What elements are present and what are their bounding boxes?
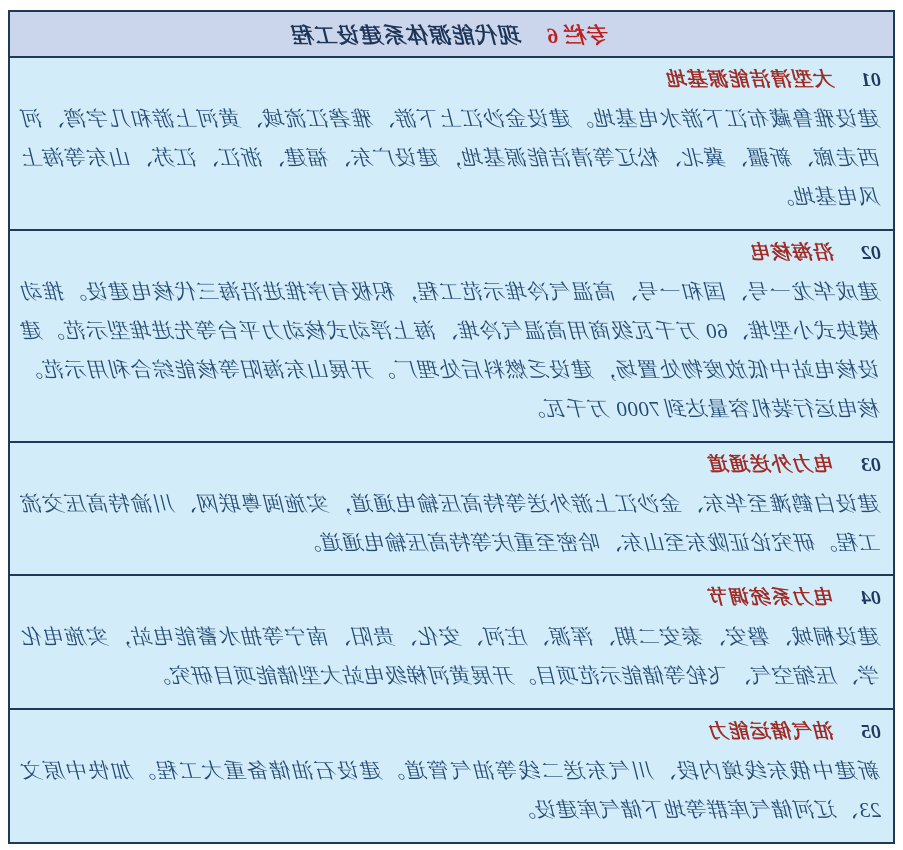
section-title: 电力系统调节 bbox=[709, 587, 835, 610]
section-heading-row bbox=[22, 579, 881, 618]
section-body-text: 建设雅鲁藏布江下游水电基地。建设金沙江上下游、雅砻江流域、黄河上游和几字湾、河西走廊、新疆、冀北、松辽等清洁能源基地，建设广东、福建、浙江、江苏、山东等海上风电基地。 bbox=[22, 107, 881, 209]
section-body-text: 建设桐城、磐安、泰安二期、浑源、庄河、安化、贵阳、南宁等抽水蓄能电站，实施电化学、压缩空气、飞轮等储能示范项目。开展黄河梯级电站大型储能项目研究。 bbox=[22, 625, 881, 689]
section-title: 电力外送通道 bbox=[709, 453, 835, 476]
section-body-text: 建成华龙一号、国和一号、高温气冷堆示范工程，积极有序推进沿海三代核电建设。推动模块式小型堆、60 万千瓦级商用高温气冷堆、海上浮动式核动力平台等先进堆型示范。建设核电站中低放废物处置场，建设乏燃料后处理厂。开展山东海阳等核能综合利用示范。核电运行装机容量达到 7000 万千瓦。 bbox=[22, 279, 881, 421]
section-number: 02 bbox=[861, 241, 881, 264]
section-body-text: 新建中俄东线境内段、川气东送二线等油气管道。建设石油储备重大工程。加快中原文 23、辽河储气库群等地下储气库建设。 bbox=[22, 759, 881, 823]
section-title: 沿海核电 bbox=[751, 241, 835, 264]
section-oil-gas-storage bbox=[10, 710, 893, 842]
section-coastal-nuclear bbox=[10, 231, 893, 443]
section-grid-regulation bbox=[10, 576, 893, 710]
section-number: 01 bbox=[861, 69, 881, 91]
section-clean-energy-bases bbox=[10, 58, 893, 231]
section-number: 05 bbox=[861, 721, 881, 744]
section-heading-row bbox=[22, 61, 881, 100]
section-number: 03 bbox=[861, 453, 881, 476]
section-body-text: 建设白鹤滩至华东、金沙江上游外送等特高压输电通道，实施闽粤联网、川渝特高压交流工程。研究论证陇东至山东、哈密至重庆等特高压输电通道。 bbox=[22, 491, 881, 555]
section-title: 大型清洁能源基地 bbox=[667, 69, 835, 91]
plan-box-table bbox=[8, 10, 895, 844]
table-title-row bbox=[10, 12, 893, 58]
section-power-transmission bbox=[10, 443, 893, 577]
box-title-text: 现代能源体系建设工程 bbox=[292, 22, 523, 48]
section-heading-row bbox=[22, 446, 881, 485]
section-heading-row bbox=[22, 234, 881, 273]
box-number-label: 专栏 6 bbox=[546, 22, 611, 48]
section-title: 油气储运能力 bbox=[709, 721, 835, 744]
section-number: 04 bbox=[861, 587, 881, 610]
section-heading-row bbox=[22, 713, 881, 752]
mirrored-content bbox=[8, 10, 895, 844]
